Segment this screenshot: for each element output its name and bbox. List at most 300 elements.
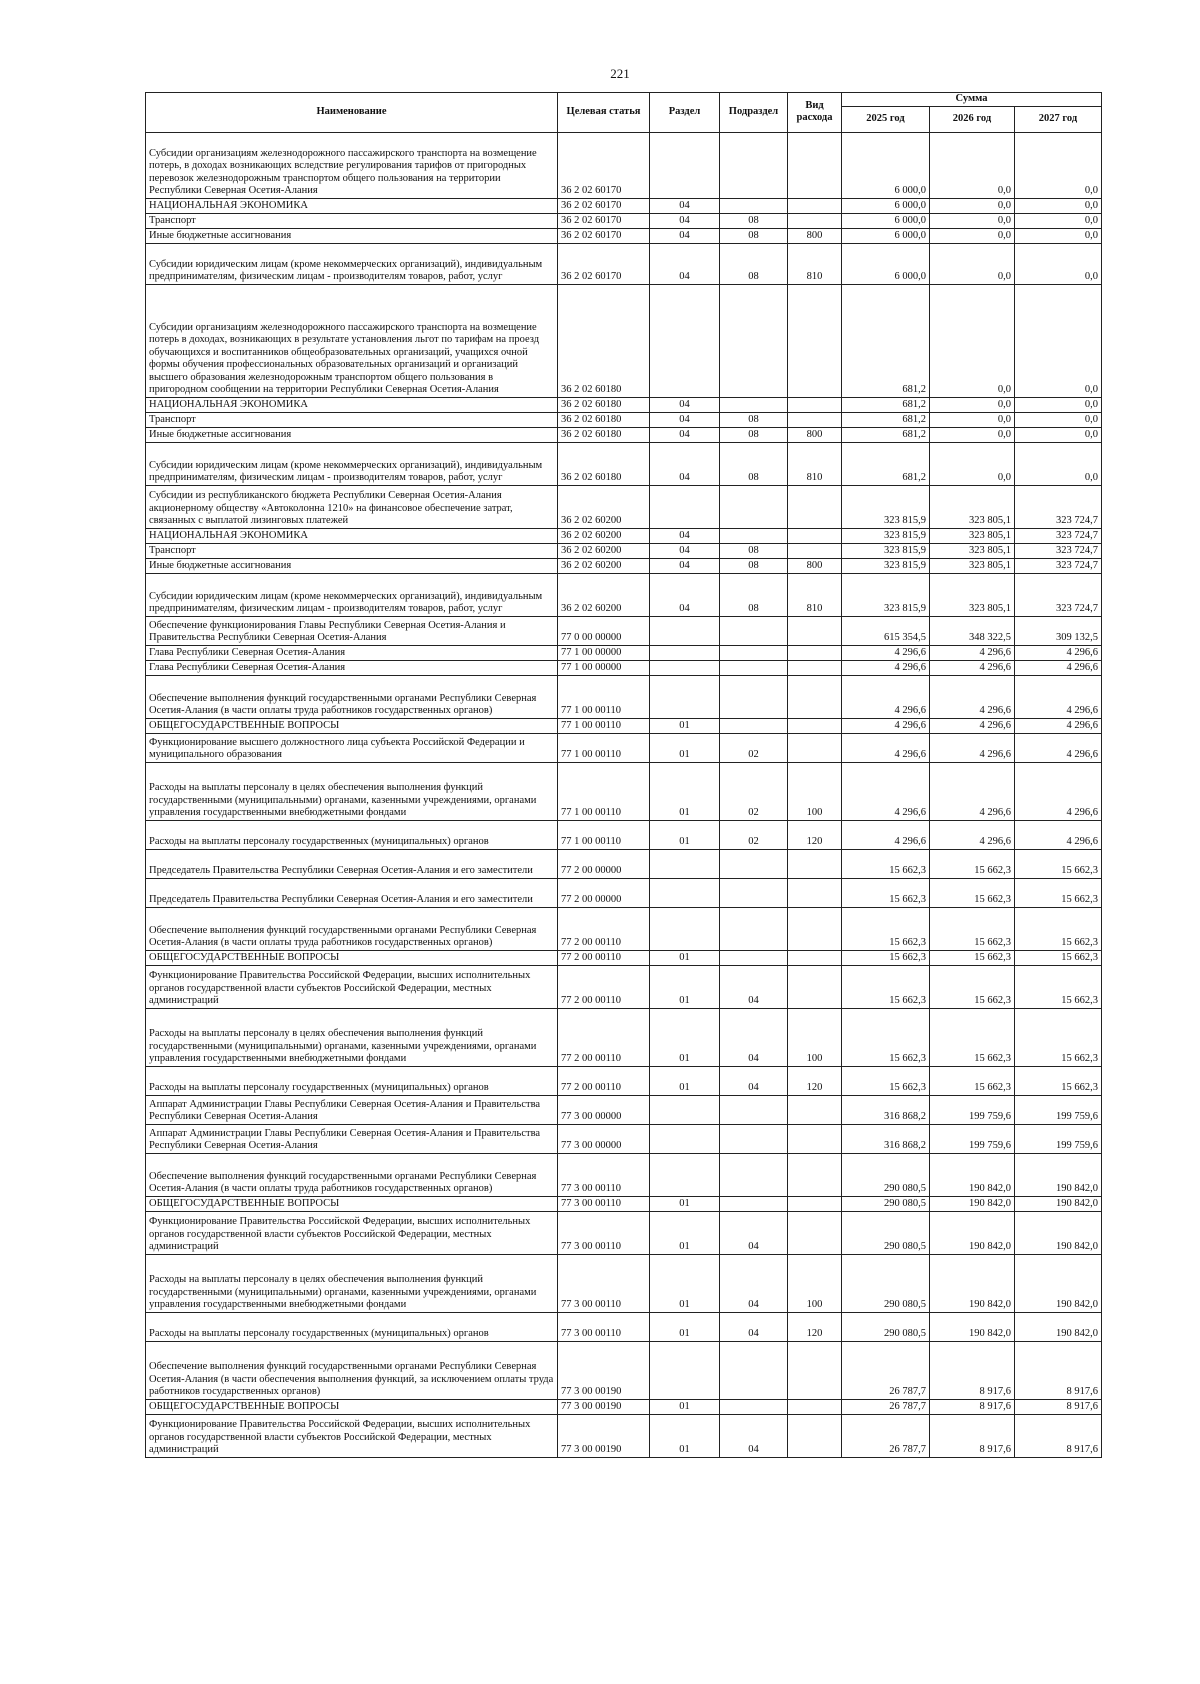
row-target-article: 36 2 02 60180	[558, 427, 650, 442]
row-sum-2025: 290 080,5	[842, 1211, 930, 1254]
table-row	[146, 1399, 1102, 1414]
row-expense-type: 800	[788, 228, 842, 243]
row-sum-2026: 0,0	[930, 284, 1015, 397]
row-sum-2026: 0,0	[930, 213, 1015, 228]
row-sum-2026: 0,0	[930, 442, 1015, 485]
row-subsection	[720, 878, 788, 907]
row-name: Расходы на выплаты персоналу государственных (муниципальных) органов	[146, 1312, 558, 1341]
table-row	[146, 1066, 1102, 1095]
row-expense-type	[788, 528, 842, 543]
row-section: 01	[650, 733, 720, 762]
row-name: Субсидии юридическим лицам (кроме некоммерческих организаций), индивидуальным предпринимателям, физическим лицам - производителям товаров, работ, услуг	[146, 442, 558, 485]
row-expense-type	[788, 412, 842, 427]
row-subsection: 08	[720, 543, 788, 558]
row-sum-2027: 0,0	[1015, 198, 1102, 213]
table-row	[146, 528, 1102, 543]
row-expense-type: 120	[788, 1312, 842, 1341]
row-expense-type	[788, 1124, 842, 1153]
table-row	[146, 849, 1102, 878]
row-sum-2026: 323 805,1	[930, 573, 1015, 616]
row-name: Расходы на выплаты персоналу государственных (муниципальных) органов	[146, 1066, 558, 1095]
table-row	[146, 645, 1102, 660]
row-expense-type	[788, 1211, 842, 1254]
row-sum-2026: 15 662,3	[930, 1066, 1015, 1095]
row-name: Транспорт	[146, 412, 558, 427]
row-subsection: 02	[720, 820, 788, 849]
row-sum-2026: 0,0	[930, 397, 1015, 412]
row-sum-2025: 316 868,2	[842, 1095, 930, 1124]
row-target-article: 77 3 00 00000	[558, 1095, 650, 1124]
row-expense-type	[788, 660, 842, 675]
row-expense-type	[788, 907, 842, 950]
row-name: Субсидии юридическим лицам (кроме некоммерческих организаций), индивидуальным предпринимателям, физическим лицам - производителям товаров, работ, услуг	[146, 573, 558, 616]
row-sum-2025: 323 815,9	[842, 485, 930, 528]
row-name: Аппарат Администрации Главы Республики Северная Осетия-Алания и Правительства Республики Северная Осетия-Алания	[146, 1124, 558, 1153]
row-name: Иные бюджетные ассигнования	[146, 427, 558, 442]
row-target-article: 36 2 02 60180	[558, 412, 650, 427]
row-target-article: 36 2 02 60200	[558, 573, 650, 616]
row-sum-2026: 15 662,3	[930, 849, 1015, 878]
table-body	[146, 132, 1102, 1457]
row-sum-2025: 290 080,5	[842, 1312, 930, 1341]
row-sum-2027: 323 724,7	[1015, 573, 1102, 616]
row-target-article: 77 3 00 00190	[558, 1414, 650, 1457]
row-name: Обеспечение выполнения функций государственными органами Республики Северная Осетия-Алания (в части оплаты труда работников государственных органов)	[146, 1153, 558, 1196]
row-sum-2025: 15 662,3	[842, 1008, 930, 1066]
row-target-article: 77 1 00 00000	[558, 645, 650, 660]
row-expense-type: 120	[788, 820, 842, 849]
row-sum-2025: 26 787,7	[842, 1341, 930, 1399]
row-sum-2027: 323 724,7	[1015, 485, 1102, 528]
row-sum-2026: 190 842,0	[930, 1211, 1015, 1254]
row-section: 04	[650, 412, 720, 427]
row-subsection: 04	[720, 1254, 788, 1312]
row-subsection: 04	[720, 1211, 788, 1254]
row-target-article: 36 2 02 60200	[558, 485, 650, 528]
table-row	[146, 733, 1102, 762]
table-row	[146, 198, 1102, 213]
row-sum-2027: 0,0	[1015, 397, 1102, 412]
row-section	[650, 1153, 720, 1196]
row-sum-2027: 190 842,0	[1015, 1254, 1102, 1312]
row-sum-2025: 681,2	[842, 427, 930, 442]
row-sum-2027: 190 842,0	[1015, 1153, 1102, 1196]
row-section: 01	[650, 1196, 720, 1211]
header-sum: Сумма	[842, 93, 1102, 107]
row-expense-type: 100	[788, 762, 842, 820]
table-row	[146, 878, 1102, 907]
row-sum-2027: 4 296,6	[1015, 820, 1102, 849]
row-sum-2027: 15 662,3	[1015, 907, 1102, 950]
row-sum-2027: 190 842,0	[1015, 1211, 1102, 1254]
row-name: Функционирование Правительства Российской Федерации, высших исполнительных органов государственной власти субъектов Российской Федерации, местных администраций	[146, 1414, 558, 1457]
row-subsection	[720, 485, 788, 528]
row-name: Председатель Правительства Республики Северная Осетия-Алания и его заместители	[146, 878, 558, 907]
row-name: Функционирование высшего должностного лица субъекта Российской Федерации и муниципального образования	[146, 733, 558, 762]
row-sum-2025: 15 662,3	[842, 878, 930, 907]
row-subsection	[720, 675, 788, 718]
row-sum-2027: 323 724,7	[1015, 528, 1102, 543]
table-row	[146, 965, 1102, 1008]
row-target-article: 77 1 00 00110	[558, 733, 650, 762]
header-subsection: Подраздел	[720, 93, 788, 133]
table-row	[146, 412, 1102, 427]
row-target-article: 36 2 02 60180	[558, 284, 650, 397]
row-sum-2026: 323 805,1	[930, 543, 1015, 558]
row-sum-2025: 316 868,2	[842, 1124, 930, 1153]
row-section: 01	[650, 1414, 720, 1457]
row-target-article: 36 2 02 60170	[558, 228, 650, 243]
table-row	[146, 427, 1102, 442]
row-section	[650, 1124, 720, 1153]
row-expense-type	[788, 675, 842, 718]
row-subsection: 08	[720, 442, 788, 485]
row-sum-2027: 0,0	[1015, 243, 1102, 284]
row-sum-2025: 615 354,5	[842, 616, 930, 645]
header-section: Раздел	[650, 93, 720, 133]
table-row	[146, 1095, 1102, 1124]
row-sum-2026: 0,0	[930, 243, 1015, 284]
row-sum-2025: 6 000,0	[842, 132, 930, 198]
header-year-2027: 2027 год	[1015, 106, 1102, 132]
row-expense-type	[788, 284, 842, 397]
row-sum-2027: 8 917,6	[1015, 1341, 1102, 1399]
row-subsection: 04	[720, 1414, 788, 1457]
row-subsection	[720, 718, 788, 733]
row-expense-type	[788, 1153, 842, 1196]
row-subsection: 04	[720, 1066, 788, 1095]
table-row	[146, 1008, 1102, 1066]
row-sum-2025: 15 662,3	[842, 950, 930, 965]
row-section	[650, 284, 720, 397]
row-section: 01	[650, 1399, 720, 1414]
row-name: ОБЩЕГОСУДАРСТВЕННЫЕ ВОПРОСЫ	[146, 1196, 558, 1211]
table-row	[146, 1341, 1102, 1399]
row-sum-2025: 290 080,5	[842, 1196, 930, 1211]
row-sum-2026: 15 662,3	[930, 950, 1015, 965]
row-sum-2026: 323 805,1	[930, 485, 1015, 528]
row-sum-2025: 6 000,0	[842, 243, 930, 284]
row-sum-2026: 8 917,6	[930, 1414, 1015, 1457]
row-section: 01	[650, 1211, 720, 1254]
row-sum-2025: 4 296,6	[842, 762, 930, 820]
row-expense-type: 810	[788, 243, 842, 284]
table-row	[146, 1153, 1102, 1196]
row-expense-type: 100	[788, 1008, 842, 1066]
row-expense-type: 100	[788, 1254, 842, 1312]
row-expense-type	[788, 950, 842, 965]
row-expense-type	[788, 397, 842, 412]
row-section: 04	[650, 243, 720, 284]
table-row	[146, 442, 1102, 485]
row-sum-2025: 15 662,3	[842, 849, 930, 878]
row-sum-2025: 681,2	[842, 412, 930, 427]
header-target-article: Целевая статья	[558, 93, 650, 133]
row-expense-type	[788, 485, 842, 528]
row-sum-2027: 0,0	[1015, 412, 1102, 427]
row-subsection	[720, 397, 788, 412]
row-subsection: 02	[720, 733, 788, 762]
row-name: Расходы на выплаты персоналу в целях обеспечения выполнения функций государственными (муниципальными) органами, казенными учреждениями, органами управления государственными внебюджетными фондами	[146, 1008, 558, 1066]
row-target-article: 77 3 00 00110	[558, 1211, 650, 1254]
row-name: НАЦИОНАЛЬНАЯ ЭКОНОМИКА	[146, 397, 558, 412]
row-subsection: 08	[720, 558, 788, 573]
table-row	[146, 660, 1102, 675]
row-target-article: 77 3 00 00190	[558, 1399, 650, 1414]
row-sum-2027: 0,0	[1015, 442, 1102, 485]
row-sum-2027: 15 662,3	[1015, 849, 1102, 878]
row-name: ОБЩЕГОСУДАРСТВЕННЫЕ ВОПРОСЫ	[146, 950, 558, 965]
row-sum-2027: 15 662,3	[1015, 950, 1102, 965]
row-target-article: 77 3 00 00110	[558, 1196, 650, 1211]
row-subsection: 04	[720, 965, 788, 1008]
table-row	[146, 1312, 1102, 1341]
row-subsection	[720, 284, 788, 397]
row-sum-2026: 323 805,1	[930, 528, 1015, 543]
row-subsection: 08	[720, 573, 788, 616]
row-name: Субсидии организациям железнодорожного пассажирского транспорта на возмещение потерь, в доходах возникающих вследствие регулирования тарифов от пригородных перевозок железнодорожным транспортом общего пользования на территории Республики Северная Осетия-Алания	[146, 132, 558, 198]
table-row	[146, 558, 1102, 573]
row-name: Иные бюджетные ассигнования	[146, 228, 558, 243]
row-name: Обеспечение выполнения функций государственными органами Республики Северная Осетия-Алания (в части обеспечения выполнения функций, за исключением оплаты труда работников государственных органов)	[146, 1341, 558, 1399]
row-expense-type	[788, 616, 842, 645]
row-subsection	[720, 1124, 788, 1153]
row-sum-2026: 4 296,6	[930, 820, 1015, 849]
row-sum-2027: 4 296,6	[1015, 733, 1102, 762]
row-expense-type	[788, 198, 842, 213]
header-expense-type-line2: расхода	[796, 112, 833, 124]
row-sum-2026: 15 662,3	[930, 1008, 1015, 1066]
row-subsection	[720, 950, 788, 965]
row-target-article: 36 2 02 60170	[558, 213, 650, 228]
row-sum-2025: 4 296,6	[842, 645, 930, 660]
row-name: Председатель Правительства Республики Северная Осетия-Алания и его заместители	[146, 849, 558, 878]
row-sum-2025: 4 296,6	[842, 660, 930, 675]
row-sum-2025: 6 000,0	[842, 198, 930, 213]
header-expense-type-line1: Вид	[805, 99, 824, 111]
row-sum-2026: 8 917,6	[930, 1341, 1015, 1399]
row-section: 04	[650, 427, 720, 442]
row-name: Транспорт	[146, 543, 558, 558]
row-expense-type	[788, 543, 842, 558]
row-sum-2026: 8 917,6	[930, 1399, 1015, 1414]
row-target-article: 77 2 00 00110	[558, 1066, 650, 1095]
row-sum-2027: 4 296,6	[1015, 660, 1102, 675]
row-sum-2025: 323 815,9	[842, 543, 930, 558]
row-expense-type	[788, 878, 842, 907]
table-row	[146, 1124, 1102, 1153]
row-section: 04	[650, 228, 720, 243]
row-target-article: 77 1 00 00110	[558, 820, 650, 849]
row-target-article: 77 2 00 00110	[558, 950, 650, 965]
row-sum-2025: 323 815,9	[842, 558, 930, 573]
row-expense-type: 810	[788, 573, 842, 616]
row-expense-type	[788, 213, 842, 228]
table-row	[146, 1211, 1102, 1254]
row-subsection: 08	[720, 243, 788, 284]
row-section: 01	[650, 1066, 720, 1095]
row-section	[650, 132, 720, 198]
row-sum-2026: 0,0	[930, 198, 1015, 213]
row-expense-type	[788, 965, 842, 1008]
row-name: Субсидии юридическим лицам (кроме некоммерческих организаций), индивидуальным предпринимателям, физическим лицам - производителям товаров, работ, услуг	[146, 243, 558, 284]
row-name: Расходы на выплаты персоналу государственных (муниципальных) органов	[146, 820, 558, 849]
row-name: Расходы на выплаты персоналу в целях обеспечения выполнения функций государственными (муниципальными) органами, казенными учреждениями, органами управления государственными внебюджетными фондами	[146, 1254, 558, 1312]
row-sum-2026: 4 296,6	[930, 733, 1015, 762]
row-sum-2026: 190 842,0	[930, 1153, 1015, 1196]
table-row	[146, 675, 1102, 718]
row-sum-2027: 199 759,6	[1015, 1095, 1102, 1124]
budget-table	[145, 92, 1102, 1458]
row-section	[650, 878, 720, 907]
row-sum-2025: 323 815,9	[842, 528, 930, 543]
row-section	[650, 849, 720, 878]
row-sum-2026: 0,0	[930, 228, 1015, 243]
table-row	[146, 397, 1102, 412]
row-sum-2026: 4 296,6	[930, 675, 1015, 718]
row-sum-2026: 4 296,6	[930, 645, 1015, 660]
row-subsection	[720, 616, 788, 645]
row-sum-2025: 15 662,3	[842, 1066, 930, 1095]
row-section: 04	[650, 573, 720, 616]
row-subsection	[720, 198, 788, 213]
row-target-article: 36 2 02 60180	[558, 442, 650, 485]
table-row	[146, 485, 1102, 528]
row-sum-2025: 681,2	[842, 397, 930, 412]
row-target-article: 77 3 00 00110	[558, 1153, 650, 1196]
row-name: ОБЩЕГОСУДАРСТВЕННЫЕ ВОПРОСЫ	[146, 1399, 558, 1414]
row-expense-type: 800	[788, 558, 842, 573]
row-sum-2027: 15 662,3	[1015, 965, 1102, 1008]
row-name: Аппарат Администрации Главы Республики Северная Осетия-Алания и Правительства Республики Северная Осетия-Алания	[146, 1095, 558, 1124]
row-sum-2026: 4 296,6	[930, 762, 1015, 820]
row-sum-2027: 4 296,6	[1015, 762, 1102, 820]
row-section: 04	[650, 528, 720, 543]
table-header	[146, 93, 1102, 133]
row-sum-2025: 4 296,6	[842, 820, 930, 849]
row-section: 04	[650, 558, 720, 573]
table-row	[146, 1254, 1102, 1312]
row-target-article: 77 2 00 00000	[558, 878, 650, 907]
row-sum-2026: 0,0	[930, 132, 1015, 198]
table-row	[146, 907, 1102, 950]
row-target-article: 77 3 00 00000	[558, 1124, 650, 1153]
row-section	[650, 1095, 720, 1124]
row-target-article: 77 1 00 00000	[558, 660, 650, 675]
row-sum-2027: 15 662,3	[1015, 1066, 1102, 1095]
row-name: Глава Республики Северная Осетия-Алания	[146, 645, 558, 660]
row-sum-2026: 15 662,3	[930, 907, 1015, 950]
row-sum-2026: 15 662,3	[930, 965, 1015, 1008]
table-row	[146, 616, 1102, 645]
row-name: Обеспечение функционирования Главы Республики Северная Осетия-Алания и Правительства Республики Северная Осетия-Алания	[146, 616, 558, 645]
row-sum-2027: 0,0	[1015, 213, 1102, 228]
row-section: 01	[650, 762, 720, 820]
row-name: Транспорт	[146, 213, 558, 228]
row-section	[650, 675, 720, 718]
row-expense-type	[788, 718, 842, 733]
row-section: 01	[650, 820, 720, 849]
header-expense-type	[788, 93, 842, 133]
row-sum-2026: 199 759,6	[930, 1124, 1015, 1153]
row-target-article: 77 3 00 00110	[558, 1312, 650, 1341]
header-name: Наименование	[146, 93, 558, 133]
table-row	[146, 228, 1102, 243]
row-section	[650, 616, 720, 645]
row-subsection: 04	[720, 1312, 788, 1341]
row-subsection: 08	[720, 213, 788, 228]
row-sum-2027: 4 296,6	[1015, 645, 1102, 660]
row-expense-type	[788, 1095, 842, 1124]
row-section: 01	[650, 1312, 720, 1341]
row-subsection	[720, 1399, 788, 1414]
table-row	[146, 213, 1102, 228]
row-target-article: 77 2 00 00000	[558, 849, 650, 878]
row-sum-2026: 190 842,0	[930, 1196, 1015, 1211]
row-sum-2027: 0,0	[1015, 284, 1102, 397]
row-target-article: 77 2 00 00110	[558, 965, 650, 1008]
row-sum-2026: 190 842,0	[930, 1254, 1015, 1312]
row-sum-2026: 4 296,6	[930, 718, 1015, 733]
table-row	[146, 1414, 1102, 1457]
row-section	[650, 660, 720, 675]
row-target-article: 36 2 02 60200	[558, 528, 650, 543]
row-section: 01	[650, 718, 720, 733]
table-row	[146, 762, 1102, 820]
table-row	[146, 1196, 1102, 1211]
row-sum-2027: 8 917,6	[1015, 1399, 1102, 1414]
row-subsection	[720, 528, 788, 543]
row-sum-2027: 190 842,0	[1015, 1196, 1102, 1211]
table-row	[146, 820, 1102, 849]
row-expense-type	[788, 645, 842, 660]
table-row	[146, 573, 1102, 616]
row-sum-2025: 4 296,6	[842, 675, 930, 718]
row-expense-type	[788, 1341, 842, 1399]
row-sum-2025: 26 787,7	[842, 1399, 930, 1414]
row-subsection: 08	[720, 412, 788, 427]
row-name: Субсидии организациям железнодорожного пассажирского транспорта на возмещение потерь в доходах, возникающих в результате установления льгот по тарифам на проезд обучающихся и воспитанников общеобразовательных организаций, учащихся очной формы обучения профессиональных образовательных организаций и организаций высшего образования железнодорожным транспортом общего пользования в пригородном сообщении на территории Республики Северная Осетия-Алания	[146, 284, 558, 397]
row-name: Обеспечение выполнения функций государственными органами Республики Северная Осетия-Алания (в части оплаты труда работников государственных органов)	[146, 907, 558, 950]
header-year-2026: 2026 год	[930, 106, 1015, 132]
row-subsection	[720, 1153, 788, 1196]
row-name: Обеспечение выполнения функций государственными органами Республики Северная Осетия-Алания (в части оплаты труда работников государственных органов)	[146, 675, 558, 718]
row-target-article: 77 3 00 00110	[558, 1254, 650, 1312]
row-sum-2027: 323 724,7	[1015, 543, 1102, 558]
row-name: ОБЩЕГОСУДАРСТВЕННЫЕ ВОПРОСЫ	[146, 718, 558, 733]
row-target-article: 36 2 02 60170	[558, 243, 650, 284]
row-sum-2027: 199 759,6	[1015, 1124, 1102, 1153]
row-subsection	[720, 1196, 788, 1211]
row-sum-2027: 190 842,0	[1015, 1312, 1102, 1341]
row-sum-2027: 4 296,6	[1015, 675, 1102, 718]
row-expense-type: 800	[788, 427, 842, 442]
row-section: 01	[650, 1254, 720, 1312]
row-name: Функционирование Правительства Российской Федерации, высших исполнительных органов государственной власти субъектов Российской Федерации, местных администраций	[146, 965, 558, 1008]
row-sum-2027: 0,0	[1015, 228, 1102, 243]
row-sum-2026: 190 842,0	[930, 1312, 1015, 1341]
row-section	[650, 907, 720, 950]
row-expense-type	[788, 132, 842, 198]
row-name: НАЦИОНАЛЬНАЯ ЭКОНОМИКА	[146, 528, 558, 543]
header-year-2025: 2025 год	[842, 106, 930, 132]
row-expense-type	[788, 733, 842, 762]
row-name: Иные бюджетные ассигнования	[146, 558, 558, 573]
row-sum-2025: 681,2	[842, 442, 930, 485]
row-expense-type: 810	[788, 442, 842, 485]
row-sum-2025: 6 000,0	[842, 228, 930, 243]
table-row	[146, 243, 1102, 284]
